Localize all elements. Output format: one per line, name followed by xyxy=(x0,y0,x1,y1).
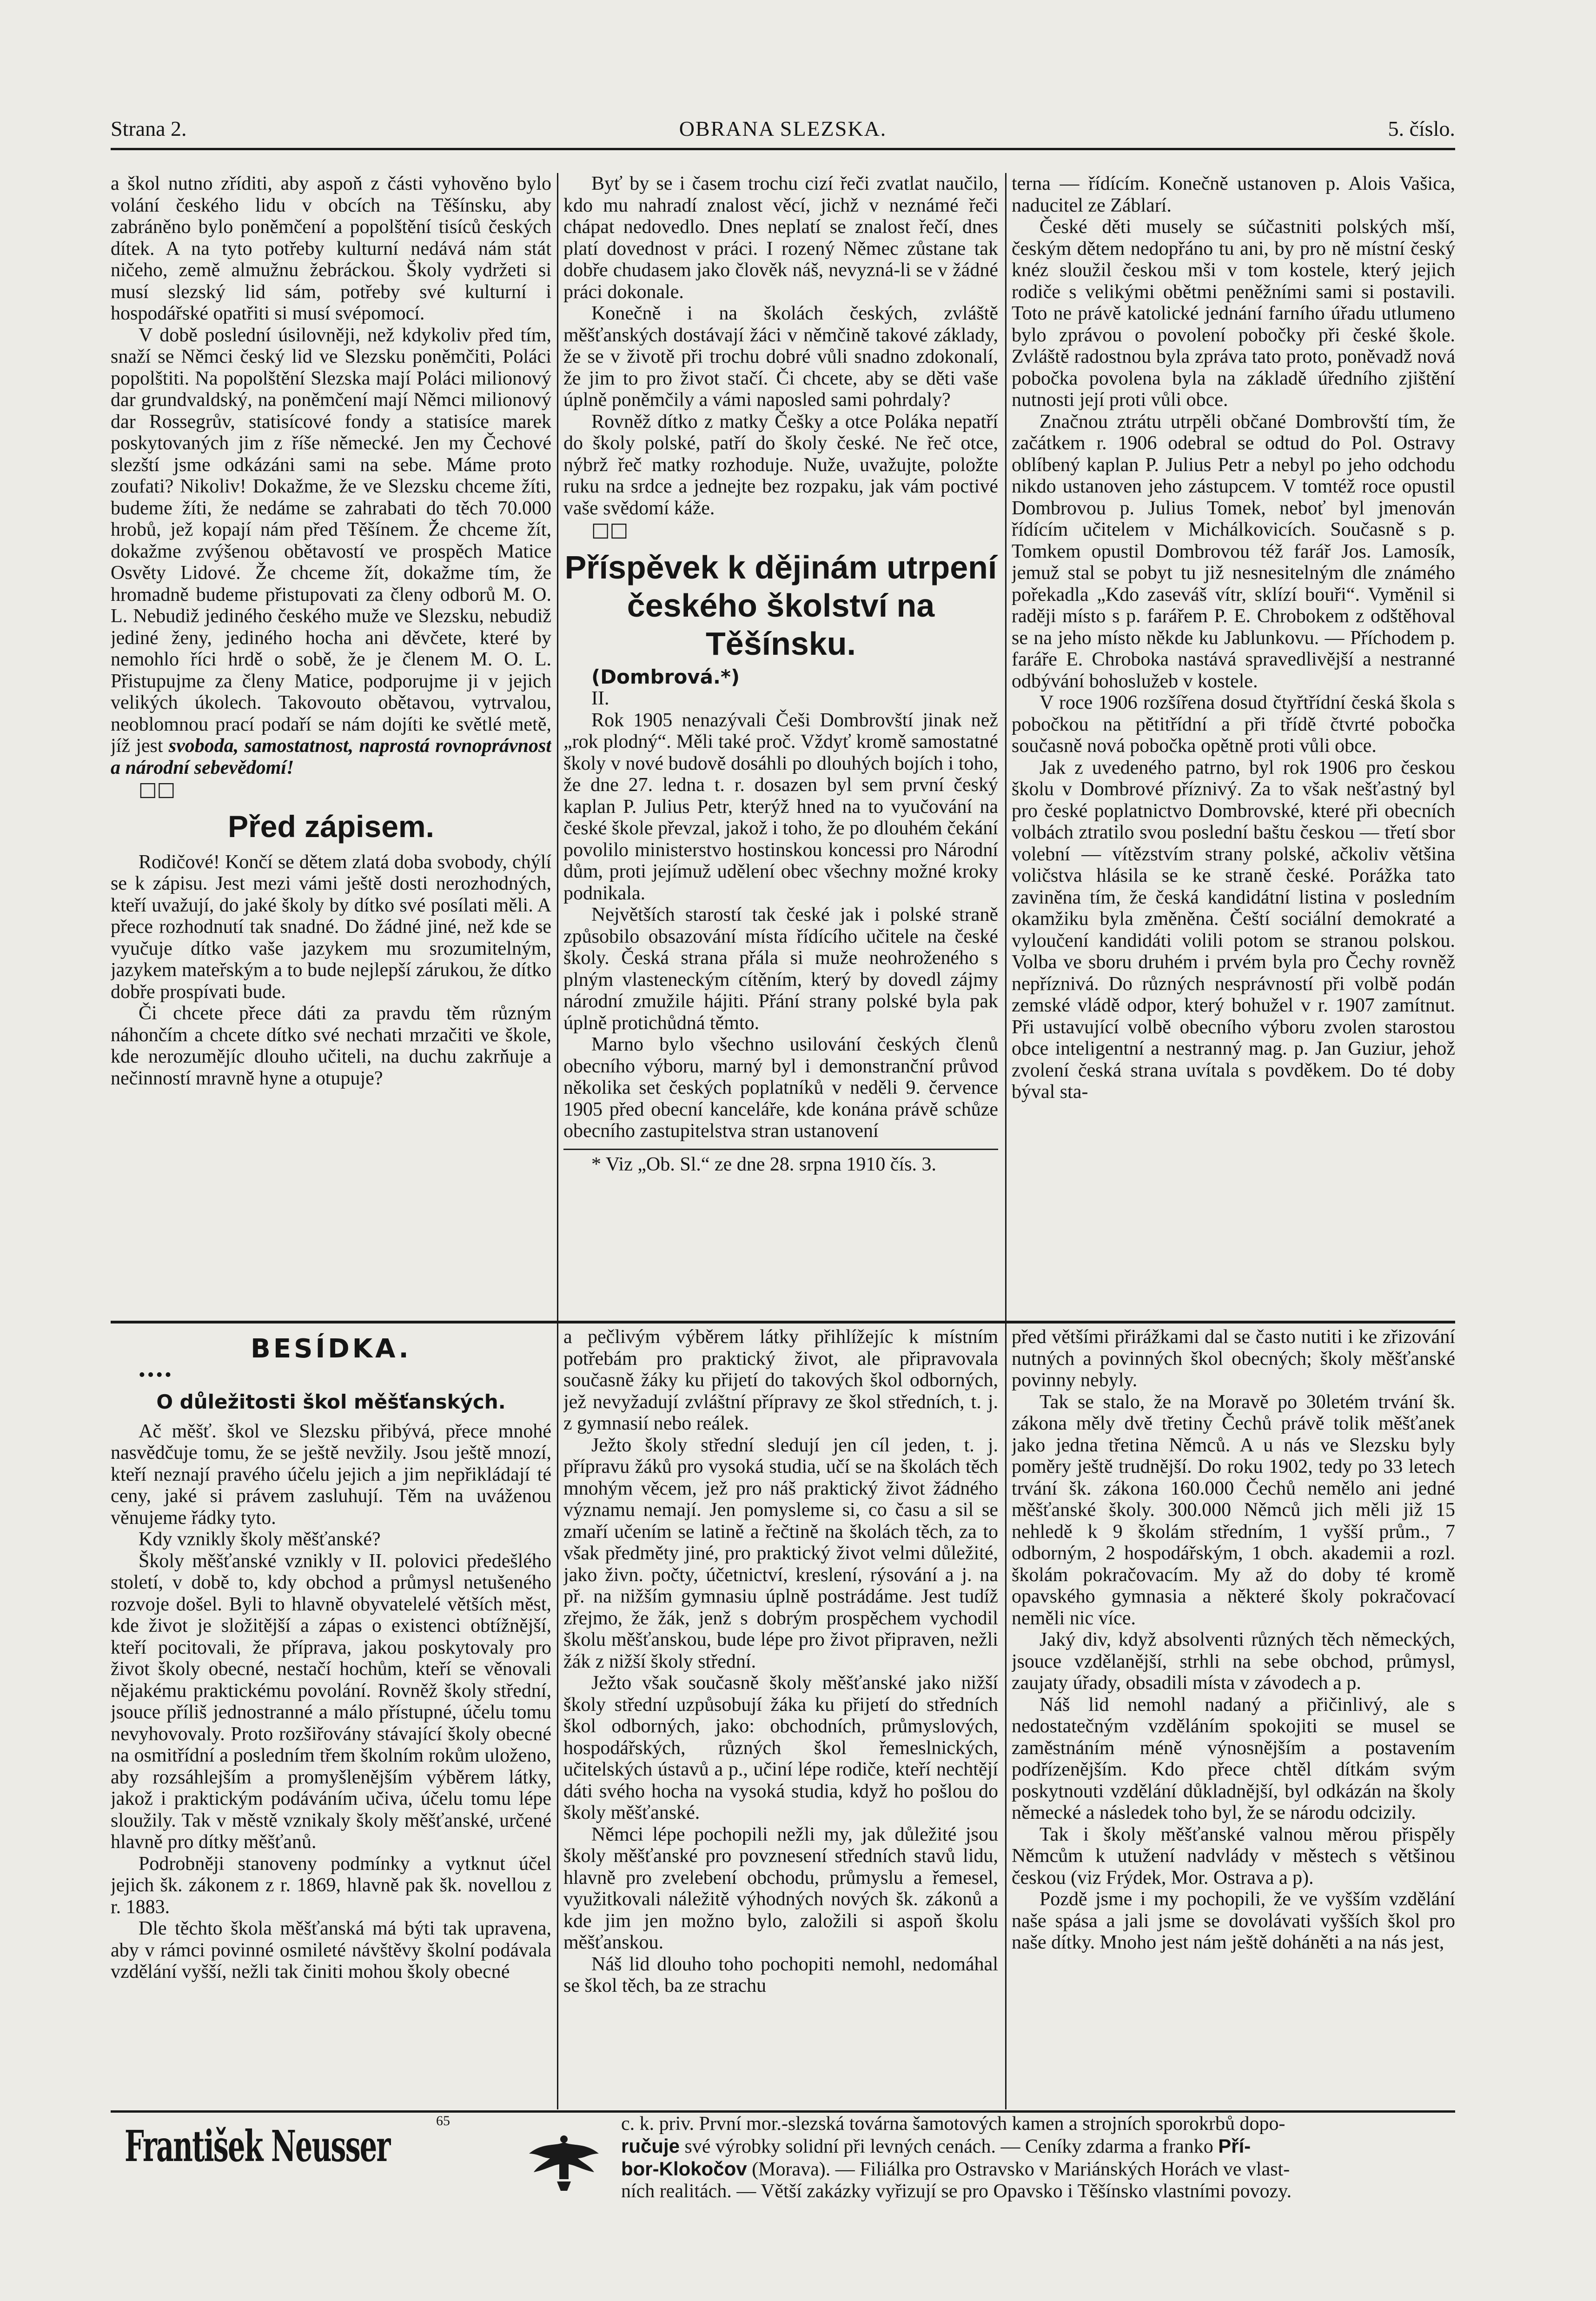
imperial-eagle-emblem xyxy=(524,2133,603,2193)
advertisement xyxy=(111,2113,1459,2206)
advert-rule xyxy=(111,2110,1455,2113)
paragraph: Náš lid nemohl nadaný a přičinlivý, ale s nedostatečným vzděláním spokojiti se musel se zaměstnáním méně výnosnějším a postavením podřízenějším. Kdo přece chtěl dítkám svým poskytnouti vzdělání důkladnější, byl odkázán na školy německé a následek toho byl, že se národu odcizily. xyxy=(1012,1694,1455,1823)
section-separator: □□ xyxy=(139,778,176,800)
paragraph: Ježto školy střední sledují jen cíl jeden, t. j. přípravu žáků pro vysoká studia, učí se na školách těch mnohým věcem, jež pro náš praktický život žádného významu nemají. Jen pomysleme si, co času a sil se zmaří učením se latině a řečtině na školách těch, za to však předměty jiné, pro praktický život velmi důležité, jako živn. počty, účetnictví, kreslení, rýsování a j. na př. na nižším gymnasiu úplně postrádáme. Jest tudíž zřejmo, že žák, jenž s dobrým prospěchem vychodil školu měšťanskou, bude lépe pro život připraven, nežli žák z nižší školy střední. xyxy=(563,1434,998,1672)
footnote-block xyxy=(563,1149,998,1176)
paragraph: Značnou ztrátu utrpěli občané Dombrovští tím, že začátkem r. 1906 odebral se odtud do Pol. Ostravy oblíbený kaplan P. Julius Petr a nebyl po jeho odchodu nikdo ustanoven jeho zástupcem. V tomtéž roce opustil Dombrovou p. Julius Tomek, neboť byl jmenován řídícím učitelem v Michálkovicích. Současně s p. Tomkem opustil Dombrovou též farář Jos. Lamosík, jemuž stal se pobyt tu již nesnesitelným dle známého pořekadla „Kdo zaseváš vítr, sklízí bouři“. Vyměnil si raději místo s p. farářem P. E. Chrobokem z odštěhoval se na jeho místo někde ku Jablunkovu. — Příchodem p. faráře E. Chroboka nastává spravedlivější a nestranné odbývání bohoslužeb v kostele. xyxy=(1012,411,1455,692)
part-number: II. xyxy=(591,688,609,709)
column-3-top xyxy=(1012,173,1455,1306)
paragraph: a škol nutno zříditi, aby aspoň z části vyhověno bylo volání českého lidu v obcích na Těšínsku, aby zabráněno bylo poněmčení a popolštění tisíců českých dítek. A na tyto potřeby kulturní nedává nám stát ničeho, země almužnu žebráckou. Školy vydržeti si musí slezský lid sám, potřeby své kulturní i hospodářské opatřiti si musí svépomocí. xyxy=(111,173,551,324)
paragraph: a pečlivým výběrem látky přihlížejíc k místním potřebám pro praktický život, ale připravovala současně žáky ku přijetí do takových škol odborných, jež nevyžadují zvláštní přípravy ze škol středních, t. j. z gymnasií nebo reálek. xyxy=(563,1326,998,1434)
besidka-column-2 xyxy=(563,1326,998,2108)
besidka-column-1 xyxy=(111,1326,551,2108)
footnote: * Viz „Ob. Sl.“ ze dne 28. srpna 1910 čís. 3. xyxy=(591,1153,937,1175)
paragraph: Tak i školy měšťanské valnou měrou přispěly Němcům k utužení nadvlády v městech s většinou českou (viz Frýdek, Mor. Ostrava a p). xyxy=(1012,1823,1455,1889)
paragraph: Jak z uvedeného patrno, byl rok 1906 pro českou školu v Dombrové příznivý. Za to však nešťastný byl pro české poplatnictvo Dombrovské, které při obecních volbách ztratilo svou poslední baštu českou — třetí sbor volební — vítězstvím strany polské, ačkoliv většina voličstva hlásila se ke straně české. Porážka tato zaviněna tím, že česká kandidátní listina v posledním okamžiku byla změněna. Čeští sociální demokraté a vyloučení kandidáti volili potom se stranou polskou. Volba ve sboru druhém i prvém byla pro Čechy rovněž nepříznivá. Do různých nesprávností při volbě podán zemské vládě odpor, který bohužel v r. 1907 zamítnut. Při ustavující volbě obecního výboru zvolen starostou obce inteligentní a nestranný mag. p. Jan Guziur, jehož zvolení česká strana uvítala s povděkem. Do té doby býval sta- xyxy=(1012,757,1455,1103)
ad-number: 65 xyxy=(436,2113,450,2128)
paragraph: Němci lépe pochopili nežli my, jak důležité jsou školy měšťanské pro povznesení středních stavů lidu, hlavně pro zvelebení obchodu, průmyslu a řemesel, využitkovali náležitě výhodných nových šk. zákonů a kde jim jen možno bylo, založili si aspoň školu měšťanskou. xyxy=(563,1823,998,1953)
paragraph: Rok 1905 nenazývali Češi Dombrovští jinak než „rok plodný“. Měli také proč. Vždyť kromě samostatné školy v nové budově dosáhli po dlouhých bojích i toho, že dne 27. ledna t. r. dosazen byl sem první český kaplan P. Julius Petr, kterýž hned na to vyučování na české škole převzal, jakož i toho, že po dlouhém čekání povolilo ministerstvo hostinskou koncessi pro Národní dům, proti jejímuž udělení obec všechny možné kroky podnikala. xyxy=(563,709,998,904)
paragraph: Ač měšť. škol ve Slezsku přibývá, přece mnohé nasvědčuje tomu, že se ještě nevžily. Jsou ještě mnozí, kteří neznají pravého účelu jejich a jim nepřikládají té ceny, jaké si právem zasluhují. Těm na uváženou věnujeme řádky tyto. xyxy=(111,1420,551,1529)
paragraph: Jaký div, když absolventi různých těch německých, jsouce vzdělanější, strhli na sebe obchod, průmysl, zaujaty úřady, obsadili místa v závodech a p. xyxy=(1012,1629,1455,1694)
masthead-title: OBRANA SLEZSKA. xyxy=(679,117,887,140)
column-1-top xyxy=(111,173,551,1306)
paragraph: Byť by se i časem trochu cizí řeči zvatlat naučilo, kdo mu nahradí znalost věcí, jichž v neznámé řeči chápat nedovedlo. Dnes neplatí se znalost řečí, dnes platí dovednost v práci. I rozený Němec zůstane tak dobře chudasem jako člověk náš, nevyzná-li se v žádné práci dokonale. xyxy=(563,173,998,303)
article-title-prispevek: Příspěvek k dějinám utrpení českého školství na Těšínsku. xyxy=(564,549,997,662)
article-title-pred-zapisem: Před zápisem. xyxy=(228,809,434,844)
advert-text: c. k. priv. První mor.-slezská továrna šamotových kamen a strojních sporokrbů dopo- ručuje své výrobky solidní při levných cenách. — Ceníky zdarma a franko Pří- bor-Klokočov (Morava). — Filiálka pro Ostravsko v Mariánských Horách ve vlast- ních realitách. — Větší zakázky vyřizují se pro Opavsko i Těšínsko vlastními povozy. xyxy=(621,2113,1292,2202)
paragraph: Pozdě jsme i my pochopili, že ve vyšším vzdělání naše spása a jali jsme se dovolávati vyšších škol pro naše dítky. Mnoho jest nám ještě doháněti a na nás jest, xyxy=(1012,1889,1455,1953)
paragraph: V době poslední úsilovněji, než kdykoliv před tím, snaží se Němci český lid ve Slezsku poněmčiti, Poláci popolštiti. Na popolštění Slezska mají Poláci milionový dar grundvaldský, na poněmčení mají Němci milionový dar Rossegrův, statisícové fondy a statisíce marek poskytovaných jim z říše německé. Jen my Čechové slezští jsme odkázáni sami na sebe. Máme proto zoufati? Nikoliv! Dokažme, že ve Slezsku chceme žíti, budeme žíti, že nedáme se zahrabati do těch 70.000 hrobů, jež kopají nám před Těšínem. Že chceme žít, dokažme zvýšenou obětavostí ve prospěch Matice Osvěty Lidové. Že chceme žít, dokažme tím, že hromadně budeme přistupovati za členy odborů M. O. L. Nebudiž jediného českého muže ve Slezsku, nebudiž jediné ženy, jediného hocha ani děvčete, které by nemohlo říci hrdě o sobě, že je členem M. O. L. Přistupujme za členy Matice, podporujme ji v jejich velikých úkolech. Takovouto obětavou, vytrvalou, neoblomnou prací podaří se nám dojíti ke světlé metě, jíž jest svoboda, samostatnost, naprostá rovnoprávnost a národní sebevědomí! xyxy=(111,324,551,778)
column-2-top xyxy=(563,173,998,1306)
issue-number: 5. číslo. xyxy=(1388,117,1455,140)
paragraph: V roce 1906 rozšířena dosud čtyřtřídní česká škola s pobočkou na pětitřídní a při třídě čtvrté pobočka současně nová pobočka opětně proti vůli obce. xyxy=(1012,692,1455,757)
header-rule xyxy=(111,148,1455,150)
paragraph: Školy měšťanské vznikly v II. polovici předešlého století, v době to, kdy obchod a průmysl netušeného rozvoje došel. Byli to hlavně obyvatelelé větších měst, kde život je složitější a zápas o existenci obtížnější, kteří pocitovali, že příprava, jakou poskytovaly pro život školy obecné, nestačí hochům, kteří se věnovali nějakému praktickému povolání. Rovněž školy střední, jsouce příliš jednostranné a málo přístupné, účelu tomu nevyhovovaly. Proto rozšiřovány stávající školy obecné na osmitřídní a posledním třem školním rokům uloženo, aby rozsáhlejším a promyšlenějším výběrem látky, jakož i praktickým podáváním učiva, účelu tomu lépe sloužily. Tak v městě vznikaly školy měšťanské, určené hlavně pro dítky měšťanů. xyxy=(111,1550,551,1853)
paragraph: Tak se stalo, že na Moravě po 30letém trvání šk. zákona měly dvě třetiny Čechů právě tolik měšťanek jako jedna třetina Němců. A u nás ve Slezsku byly poměry ještě trudnější. Do roku 1902, tedy po 33 letech trvání šk. zákona 160.000 Čechů nemělo ani jedné měšťanské školy. 300.000 Němců jich měli již 15 nehledě k 9 školám středním, 1 vyšší prům., 7 odborným, 2 hospodářským, 1 obch. akademii a rozl. školám pokračovacím. My až do doby té kromě opavského gymnasia a některé školy pokračovací neměli nic více. xyxy=(1012,1391,1455,1629)
column-rule xyxy=(1005,1323,1007,2109)
besidka-title: BESÍDKA. xyxy=(251,1334,411,1364)
article-subtitle: (Dombrová.*) xyxy=(591,665,740,688)
paragraph: Podrobněji stanoveny podmínky a vytknut účel jejich šk. zákonem z r. 1869, hlavně pak šk. novellou z r. 1883. xyxy=(111,1853,551,1918)
page-number: Strana 2. xyxy=(111,117,187,140)
section-separator: □□ xyxy=(591,518,629,541)
column-rule xyxy=(557,1323,558,2109)
besidka-subtitle: O důležitosti škol měšťanských. xyxy=(156,1390,506,1413)
column-rule xyxy=(557,173,558,1322)
column-rule xyxy=(1005,173,1007,1322)
ornament: •••• xyxy=(139,1364,173,1386)
paragraph: Konečně i na školách českých, zvláště měšťanských dostávají žáci v němčině takové základy, že se v životě při trochu dobré vůli snadno zdokonalí, že jim to pro život stačí. Či chcete, aby se děti vaše úplně poněmčily a vámi naposled sami pohrdaly? xyxy=(563,303,998,411)
paragraph: Rodičové! Končí se dětem zlatá doba svobody, chýlí se k zápisu. Jest mezi vámi ještě dosti nerozhodných, kteří uvažují, do jaké školy by dítko své posílati měli. A přece rozhodnutí tak snadné. Do žádné jiné, než kde se vyučuje dítko vaše jazykem mu srozumitelným, jazykem mateřským a to bude nejlepší zárukou, že dítko dobře prospívati bude. xyxy=(111,851,551,1003)
paragraph: Náš lid dlouho toho pochopiti nemohl, nedomáhal se škol těch, ba ze strachu xyxy=(563,1953,998,1996)
feuilleton-rule xyxy=(111,1321,1455,1323)
advertiser-name: František Neusser xyxy=(125,2121,390,2171)
paragraph: Či chcete přece dáti za pravdu těm různým náhončím a chcete dítko své nechati mrzačiti ve škole, kde nerozumějíc dlouho učiteli, na duchu zakrňuje a nečinností mravně hyne a otupuje? xyxy=(111,1003,551,1089)
paragraph: Kdy vznikly školy měšťanské? xyxy=(139,1529,381,1550)
paragraph: Marno bylo všechno usilování českých členů obecního výboru, marný byl i demonstranční průvod několika set českých poplatníků v neděli 9. července 1905 před obecní kanceláře, kde konána právě schůze obecního zastupitelstva stran ustanovení xyxy=(563,1034,998,1142)
paragraph: Ježto však současně školy měšťanské jako nižší školy střední uzpůsobují žáka ku přijetí do středních škol odborných, jako: obchodních, průmyslových, hospodářských, různých škol řemeslnických, učitelských ústavů a p., učiní lépe rodiče, kteří nechtějí dáti svého hocha na vysoká studia, když ho pošlou do školy měšťanské. xyxy=(563,1672,998,1823)
paragraph: Rovněž dítko z matky Češky a otce Poláka nepatří do školy polské, patří do školy české. Ne řeč otce, nýbrž řeč matky rozhoduje. Nuže, uvažujte, položte ruku na srdce a jednejte bez rozpaku, jak vám poctivé vaše svědomí káže. xyxy=(563,411,998,519)
paragraph: terna — řídícím. Konečně ustanoven p. Alois Vašica, naducitel ze Záblarí. xyxy=(1012,173,1455,216)
paragraph: České děti musely se súčastniti polských mší, českým dětem nedopřáno tu ani, by pro ně místní český knéz sloužil českou mši v tom kostele, který jejich rodiče s velikými obětmi peněžními sami si postavili. Toto ne právě katolické jednání farního úřadu utlumeno bylo zprávou o povolení pobočky při české škole. Zvláště radostnou byla zpráva tato proto, poněvadž nová pobočka povolena byla na základě úředního zjištění nutnosti její proti vůli obce. xyxy=(1012,216,1455,411)
paragraph: před většími přirážkami dal se často nutiti i ke zřizování nutných a povinných škol obecných; školy měšťanské povinny nebyly. xyxy=(1012,1326,1455,1391)
page-header xyxy=(111,116,1455,149)
italic-conclusion: svoboda, samostatnost, naprostá rovnoprávnost a národní sebevědomí! xyxy=(111,735,551,778)
besidka-column-3 xyxy=(1012,1326,1455,2108)
paragraph: Největších starostí tak české jak i polské straně způsobilo obsazování místa řídícího učitele na české školy. Česká strana přála si muže neohroženého s plným vlasteneckým cítěním, který by dovedl zájmy národní zmužile hájiti. Přání strany polské byla pak úplně protichůdná těmto. xyxy=(563,904,998,1034)
paragraph: Dle těchto škola měšťanská má býti tak upravena, aby v rámci povinné osmileté návštěvy školní podávala vzdělání vyšší, nežli tak činiti mohou školy obecné xyxy=(111,1918,551,1982)
